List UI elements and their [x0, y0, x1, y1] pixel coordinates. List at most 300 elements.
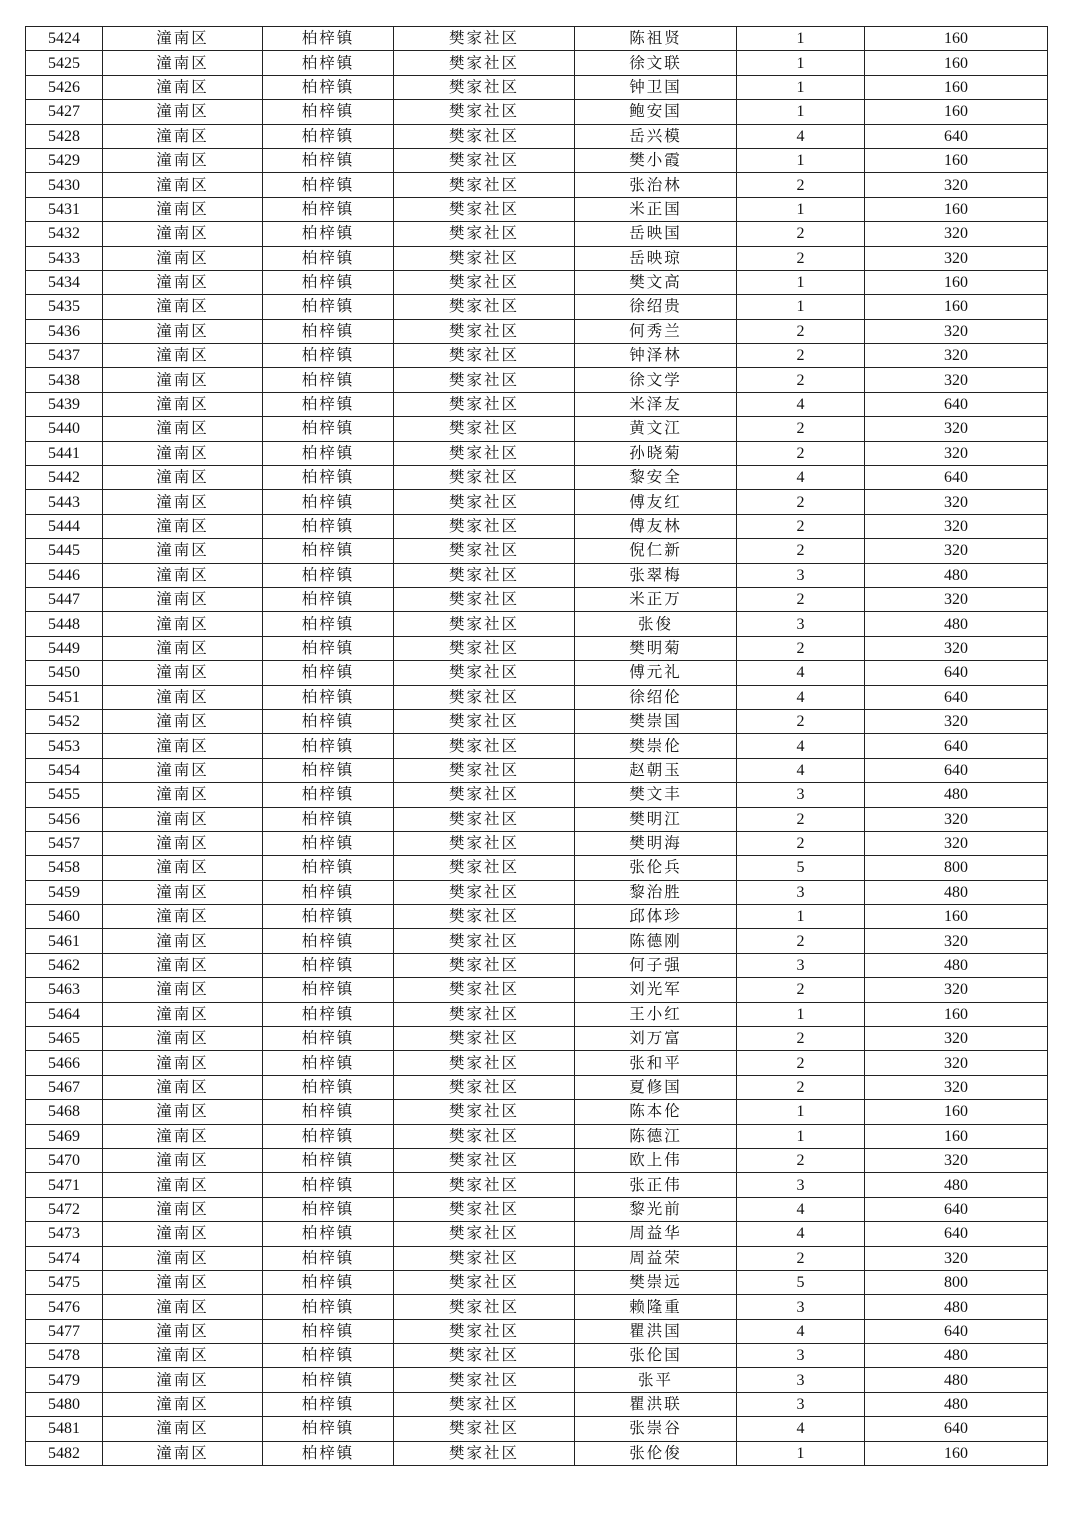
cell-name: 岳映琼 [575, 246, 737, 270]
cell-household-count: 4 [737, 466, 865, 490]
cell-name: 陈祖贤 [575, 27, 737, 51]
cell-amount: 480 [865, 953, 1048, 977]
cell-amount: 320 [865, 1246, 1048, 1270]
cell-name: 徐文学 [575, 368, 737, 392]
cell-town: 柏梓镇 [263, 880, 394, 904]
cell-district: 潼南区 [103, 1148, 263, 1172]
cell-town: 柏梓镇 [263, 734, 394, 758]
cell-row-number: 5460 [26, 905, 103, 929]
cell-town: 柏梓镇 [263, 197, 394, 221]
cell-town: 柏梓镇 [263, 490, 394, 514]
cell-household-count: 4 [737, 758, 865, 782]
cell-amount: 160 [865, 148, 1048, 172]
cell-community: 樊家社区 [394, 417, 575, 441]
cell-community: 樊家社区 [394, 368, 575, 392]
cell-household-count: 2 [737, 1051, 865, 1075]
cell-household-count: 2 [737, 1027, 865, 1051]
cell-community: 樊家社区 [394, 1295, 575, 1319]
cell-district: 潼南区 [103, 1222, 263, 1246]
cell-amount: 640 [865, 1222, 1048, 1246]
cell-town: 柏梓镇 [263, 1124, 394, 1148]
cell-district: 潼南区 [103, 1344, 263, 1368]
table-row [26, 490, 1048, 514]
table-row [26, 148, 1048, 172]
cell-district: 潼南区 [103, 197, 263, 221]
cell-town: 柏梓镇 [263, 1368, 394, 1392]
cell-district: 潼南区 [103, 1295, 263, 1319]
table-row [26, 831, 1048, 855]
cell-amount: 160 [865, 27, 1048, 51]
cell-town: 柏梓镇 [263, 1027, 394, 1051]
cell-community: 樊家社区 [394, 270, 575, 294]
cell-row-number: 5455 [26, 783, 103, 807]
table-row [26, 685, 1048, 709]
cell-name: 张俊 [575, 612, 737, 636]
cell-district: 潼南区 [103, 1100, 263, 1124]
cell-name: 张伦俊 [575, 1441, 737, 1465]
cell-household-count: 1 [737, 1124, 865, 1148]
table-row [26, 1173, 1048, 1197]
cell-town: 柏梓镇 [263, 1222, 394, 1246]
cell-row-number: 5439 [26, 392, 103, 416]
cell-amount: 640 [865, 392, 1048, 416]
cell-amount: 480 [865, 783, 1048, 807]
cell-community: 樊家社区 [394, 1124, 575, 1148]
cell-amount: 320 [865, 1075, 1048, 1099]
cell-amount: 800 [865, 856, 1048, 880]
cell-community: 樊家社区 [394, 51, 575, 75]
table-row [26, 1319, 1048, 1343]
cell-amount: 320 [865, 441, 1048, 465]
cell-household-count: 5 [737, 856, 865, 880]
cell-district: 潼南区 [103, 807, 263, 831]
cell-town: 柏梓镇 [263, 1100, 394, 1124]
cell-town: 柏梓镇 [263, 953, 394, 977]
table-row [26, 1392, 1048, 1416]
cell-district: 潼南区 [103, 246, 263, 270]
cell-household-count: 1 [737, 1002, 865, 1026]
cell-household-count: 5 [737, 1270, 865, 1294]
cell-name: 刘万富 [575, 1027, 737, 1051]
cell-household-count: 1 [737, 905, 865, 929]
cell-name: 钟泽林 [575, 344, 737, 368]
cell-row-number: 5429 [26, 148, 103, 172]
cell-amount: 480 [865, 1368, 1048, 1392]
cell-amount: 320 [865, 1051, 1048, 1075]
cell-town: 柏梓镇 [263, 1319, 394, 1343]
cell-row-number: 5436 [26, 319, 103, 343]
cell-town: 柏梓镇 [263, 1344, 394, 1368]
table-row [26, 856, 1048, 880]
cell-town: 柏梓镇 [263, 514, 394, 538]
table-row [26, 222, 1048, 246]
cell-household-count: 2 [737, 929, 865, 953]
cell-town: 柏梓镇 [263, 1197, 394, 1221]
cell-district: 潼南区 [103, 563, 263, 587]
cell-row-number: 5477 [26, 1319, 103, 1343]
cell-name: 钟卫国 [575, 75, 737, 99]
cell-row-number: 5424 [26, 27, 103, 51]
cell-row-number: 5442 [26, 466, 103, 490]
cell-community: 樊家社区 [394, 661, 575, 685]
cell-household-count: 2 [737, 831, 865, 855]
cell-district: 潼南区 [103, 1417, 263, 1441]
cell-household-count: 3 [737, 563, 865, 587]
cell-row-number: 5479 [26, 1368, 103, 1392]
cell-town: 柏梓镇 [263, 1173, 394, 1197]
cell-district: 潼南区 [103, 1368, 263, 1392]
cell-name: 张伦国 [575, 1344, 737, 1368]
cell-district: 潼南区 [103, 783, 263, 807]
table-row [26, 1441, 1048, 1465]
cell-community: 樊家社区 [394, 466, 575, 490]
cell-community: 樊家社区 [394, 1246, 575, 1270]
cell-amount: 160 [865, 75, 1048, 99]
cell-district: 潼南区 [103, 148, 263, 172]
cell-community: 樊家社区 [394, 1270, 575, 1294]
cell-household-count: 4 [737, 1319, 865, 1343]
cell-household-count: 4 [737, 661, 865, 685]
cell-name: 陈德刚 [575, 929, 737, 953]
cell-household-count: 1 [737, 197, 865, 221]
cell-household-count: 2 [737, 514, 865, 538]
cell-household-count: 1 [737, 148, 865, 172]
cell-row-number: 5454 [26, 758, 103, 782]
cell-name: 米正国 [575, 197, 737, 221]
cell-amount: 160 [865, 1002, 1048, 1026]
table-row [26, 880, 1048, 904]
cell-name: 赵朝玉 [575, 758, 737, 782]
cell-community: 樊家社区 [394, 539, 575, 563]
cell-town: 柏梓镇 [263, 856, 394, 880]
cell-household-count: 3 [737, 1392, 865, 1416]
cell-community: 樊家社区 [394, 173, 575, 197]
cell-community: 樊家社区 [394, 319, 575, 343]
table-row [26, 1270, 1048, 1294]
cell-district: 潼南区 [103, 490, 263, 514]
cell-amount: 320 [865, 490, 1048, 514]
cell-row-number: 5459 [26, 880, 103, 904]
cell-town: 柏梓镇 [263, 368, 394, 392]
cell-household-count: 3 [737, 953, 865, 977]
cell-community: 樊家社区 [394, 1002, 575, 1026]
cell-name: 米泽友 [575, 392, 737, 416]
cell-amount: 320 [865, 344, 1048, 368]
cell-district: 潼南区 [103, 1270, 263, 1294]
cell-community: 樊家社区 [394, 856, 575, 880]
cell-row-number: 5466 [26, 1051, 103, 1075]
cell-row-number: 5470 [26, 1148, 103, 1172]
cell-community: 樊家社区 [394, 27, 575, 51]
cell-name: 岳映国 [575, 222, 737, 246]
table-row [26, 709, 1048, 733]
cell-district: 潼南区 [103, 636, 263, 660]
cell-amount: 480 [865, 563, 1048, 587]
cell-name: 傅友林 [575, 514, 737, 538]
cell-town: 柏梓镇 [263, 466, 394, 490]
cell-community: 樊家社区 [394, 1319, 575, 1343]
cell-name: 瞿洪国 [575, 1319, 737, 1343]
cell-district: 潼南区 [103, 75, 263, 99]
cell-community: 樊家社区 [394, 978, 575, 1002]
cell-amount: 320 [865, 222, 1048, 246]
cell-town: 柏梓镇 [263, 1148, 394, 1172]
cell-row-number: 5451 [26, 685, 103, 709]
cell-town: 柏梓镇 [263, 441, 394, 465]
cell-community: 樊家社区 [394, 100, 575, 124]
cell-name: 樊明江 [575, 807, 737, 831]
table-row [26, 539, 1048, 563]
cell-amount: 320 [865, 246, 1048, 270]
cell-name: 孙晓菊 [575, 441, 737, 465]
cell-district: 潼南区 [103, 1027, 263, 1051]
cell-district: 潼南区 [103, 587, 263, 611]
cell-household-count: 2 [737, 1246, 865, 1270]
cell-household-count: 2 [737, 417, 865, 441]
cell-household-count: 3 [737, 1344, 865, 1368]
cell-household-count: 2 [737, 222, 865, 246]
cell-name: 赖隆重 [575, 1295, 737, 1319]
cell-town: 柏梓镇 [263, 539, 394, 563]
cell-district: 潼南区 [103, 124, 263, 148]
cell-amount: 640 [865, 1417, 1048, 1441]
table-row [26, 563, 1048, 587]
table-row [26, 51, 1048, 75]
cell-row-number: 5464 [26, 1002, 103, 1026]
cell-town: 柏梓镇 [263, 783, 394, 807]
cell-row-number: 5468 [26, 1100, 103, 1124]
cell-household-count: 2 [737, 368, 865, 392]
cell-district: 潼南区 [103, 539, 263, 563]
cell-amount: 320 [865, 417, 1048, 441]
cell-name: 周益荣 [575, 1246, 737, 1270]
cell-household-count: 1 [737, 75, 865, 99]
cell-household-count: 3 [737, 1173, 865, 1197]
table-row [26, 1124, 1048, 1148]
table-row [26, 905, 1048, 929]
cell-district: 潼南区 [103, 1002, 263, 1026]
cell-name: 刘光军 [575, 978, 737, 1002]
cell-row-number: 5444 [26, 514, 103, 538]
table-row [26, 466, 1048, 490]
cell-household-count: 4 [737, 734, 865, 758]
cell-household-count: 2 [737, 319, 865, 343]
cell-name: 樊崇国 [575, 709, 737, 733]
cell-town: 柏梓镇 [263, 978, 394, 1002]
cell-amount: 480 [865, 1295, 1048, 1319]
cell-row-number: 5441 [26, 441, 103, 465]
cell-amount: 640 [865, 758, 1048, 782]
cell-household-count: 1 [737, 1100, 865, 1124]
cell-row-number: 5427 [26, 100, 103, 124]
record-table [25, 26, 1048, 1466]
cell-household-count: 4 [737, 1222, 865, 1246]
table-row [26, 978, 1048, 1002]
cell-town: 柏梓镇 [263, 100, 394, 124]
cell-name: 黎光前 [575, 1197, 737, 1221]
cell-district: 潼南区 [103, 1246, 263, 1270]
cell-amount: 160 [865, 1100, 1048, 1124]
cell-row-number: 5445 [26, 539, 103, 563]
cell-name: 樊崇远 [575, 1270, 737, 1294]
cell-household-count: 3 [737, 612, 865, 636]
cell-household-count: 2 [737, 490, 865, 514]
cell-district: 潼南区 [103, 270, 263, 294]
cell-household-count: 1 [737, 1441, 865, 1465]
table-row [26, 734, 1048, 758]
cell-name: 徐绍贵 [575, 295, 737, 319]
table-row [26, 636, 1048, 660]
table-row [26, 1417, 1048, 1441]
cell-row-number: 5443 [26, 490, 103, 514]
cell-amount: 480 [865, 880, 1048, 904]
cell-community: 樊家社区 [394, 75, 575, 99]
cell-community: 樊家社区 [394, 1392, 575, 1416]
cell-amount: 160 [865, 197, 1048, 221]
cell-town: 柏梓镇 [263, 319, 394, 343]
cell-town: 柏梓镇 [263, 270, 394, 294]
cell-district: 潼南区 [103, 1441, 263, 1465]
cell-community: 樊家社区 [394, 490, 575, 514]
cell-town: 柏梓镇 [263, 929, 394, 953]
cell-district: 潼南区 [103, 466, 263, 490]
cell-row-number: 5431 [26, 197, 103, 221]
cell-name: 张翠梅 [575, 563, 737, 587]
cell-household-count: 3 [737, 783, 865, 807]
cell-district: 潼南区 [103, 831, 263, 855]
cell-row-number: 5453 [26, 734, 103, 758]
cell-household-count: 2 [737, 807, 865, 831]
cell-community: 樊家社区 [394, 905, 575, 929]
cell-community: 樊家社区 [394, 709, 575, 733]
cell-district: 潼南区 [103, 929, 263, 953]
cell-household-count: 4 [737, 1417, 865, 1441]
cell-amount: 640 [865, 685, 1048, 709]
cell-community: 樊家社区 [394, 1368, 575, 1392]
cell-amount: 320 [865, 1148, 1048, 1172]
cell-household-count: 1 [737, 100, 865, 124]
cell-district: 潼南区 [103, 880, 263, 904]
cell-name: 鲍安国 [575, 100, 737, 124]
cell-amount: 480 [865, 612, 1048, 636]
cell-amount: 320 [865, 636, 1048, 660]
cell-name: 傅友红 [575, 490, 737, 514]
cell-household-count: 2 [737, 978, 865, 1002]
cell-town: 柏梓镇 [263, 1246, 394, 1270]
cell-community: 樊家社区 [394, 222, 575, 246]
cell-row-number: 5426 [26, 75, 103, 99]
cell-town: 柏梓镇 [263, 295, 394, 319]
cell-household-count: 1 [737, 51, 865, 75]
cell-household-count: 2 [737, 587, 865, 611]
cell-name: 张崇谷 [575, 1417, 737, 1441]
cell-community: 樊家社区 [394, 758, 575, 782]
table-row [26, 417, 1048, 441]
cell-amount: 320 [865, 978, 1048, 1002]
cell-district: 潼南区 [103, 1173, 263, 1197]
cell-household-count: 2 [737, 636, 865, 660]
cell-district: 潼南区 [103, 173, 263, 197]
table-row [26, 270, 1048, 294]
cell-community: 樊家社区 [394, 636, 575, 660]
cell-household-count: 2 [737, 441, 865, 465]
cell-household-count: 2 [737, 539, 865, 563]
cell-town: 柏梓镇 [263, 905, 394, 929]
cell-row-number: 5433 [26, 246, 103, 270]
cell-row-number: 5430 [26, 173, 103, 197]
table-row [26, 124, 1048, 148]
cell-community: 樊家社区 [394, 1417, 575, 1441]
cell-district: 潼南区 [103, 1319, 263, 1343]
cell-name: 瞿洪联 [575, 1392, 737, 1416]
cell-amount: 480 [865, 1344, 1048, 1368]
cell-town: 柏梓镇 [263, 758, 394, 782]
cell-household-count: 4 [737, 124, 865, 148]
cell-row-number: 5440 [26, 417, 103, 441]
cell-town: 柏梓镇 [263, 75, 394, 99]
cell-district: 潼南区 [103, 295, 263, 319]
cell-town: 柏梓镇 [263, 1270, 394, 1294]
cell-district: 潼南区 [103, 1075, 263, 1099]
cell-district: 潼南区 [103, 709, 263, 733]
cell-row-number: 5476 [26, 1295, 103, 1319]
cell-community: 樊家社区 [394, 1051, 575, 1075]
cell-community: 樊家社区 [394, 783, 575, 807]
table-row [26, 953, 1048, 977]
cell-district: 潼南区 [103, 100, 263, 124]
cell-district: 潼南区 [103, 905, 263, 929]
cell-amount: 320 [865, 368, 1048, 392]
cell-district: 潼南区 [103, 51, 263, 75]
table-row [26, 783, 1048, 807]
cell-row-number: 5467 [26, 1075, 103, 1099]
cell-name: 樊文高 [575, 270, 737, 294]
table-row [26, 1246, 1048, 1270]
cell-district: 潼南区 [103, 953, 263, 977]
cell-household-count: 3 [737, 880, 865, 904]
cell-household-count: 2 [737, 344, 865, 368]
cell-town: 柏梓镇 [263, 124, 394, 148]
table-row [26, 344, 1048, 368]
table-row [26, 75, 1048, 99]
cell-community: 樊家社区 [394, 514, 575, 538]
cell-community: 樊家社区 [394, 1075, 575, 1099]
cell-row-number: 5425 [26, 51, 103, 75]
cell-amount: 160 [865, 905, 1048, 929]
cell-community: 樊家社区 [394, 929, 575, 953]
cell-community: 樊家社区 [394, 246, 575, 270]
cell-row-number: 5449 [26, 636, 103, 660]
cell-town: 柏梓镇 [263, 27, 394, 51]
cell-household-count: 4 [737, 392, 865, 416]
table-row [26, 27, 1048, 51]
cell-household-count: 4 [737, 685, 865, 709]
table-row [26, 1197, 1048, 1221]
cell-town: 柏梓镇 [263, 1441, 394, 1465]
cell-row-number: 5432 [26, 222, 103, 246]
table-row [26, 1002, 1048, 1026]
cell-row-number: 5481 [26, 1417, 103, 1441]
cell-amount: 640 [865, 124, 1048, 148]
cell-row-number: 5458 [26, 856, 103, 880]
cell-community: 樊家社区 [394, 685, 575, 709]
cell-name: 张平 [575, 1368, 737, 1392]
cell-amount: 320 [865, 173, 1048, 197]
cell-community: 樊家社区 [394, 734, 575, 758]
cell-name: 倪仁新 [575, 539, 737, 563]
cell-community: 樊家社区 [394, 587, 575, 611]
cell-district: 潼南区 [103, 661, 263, 685]
